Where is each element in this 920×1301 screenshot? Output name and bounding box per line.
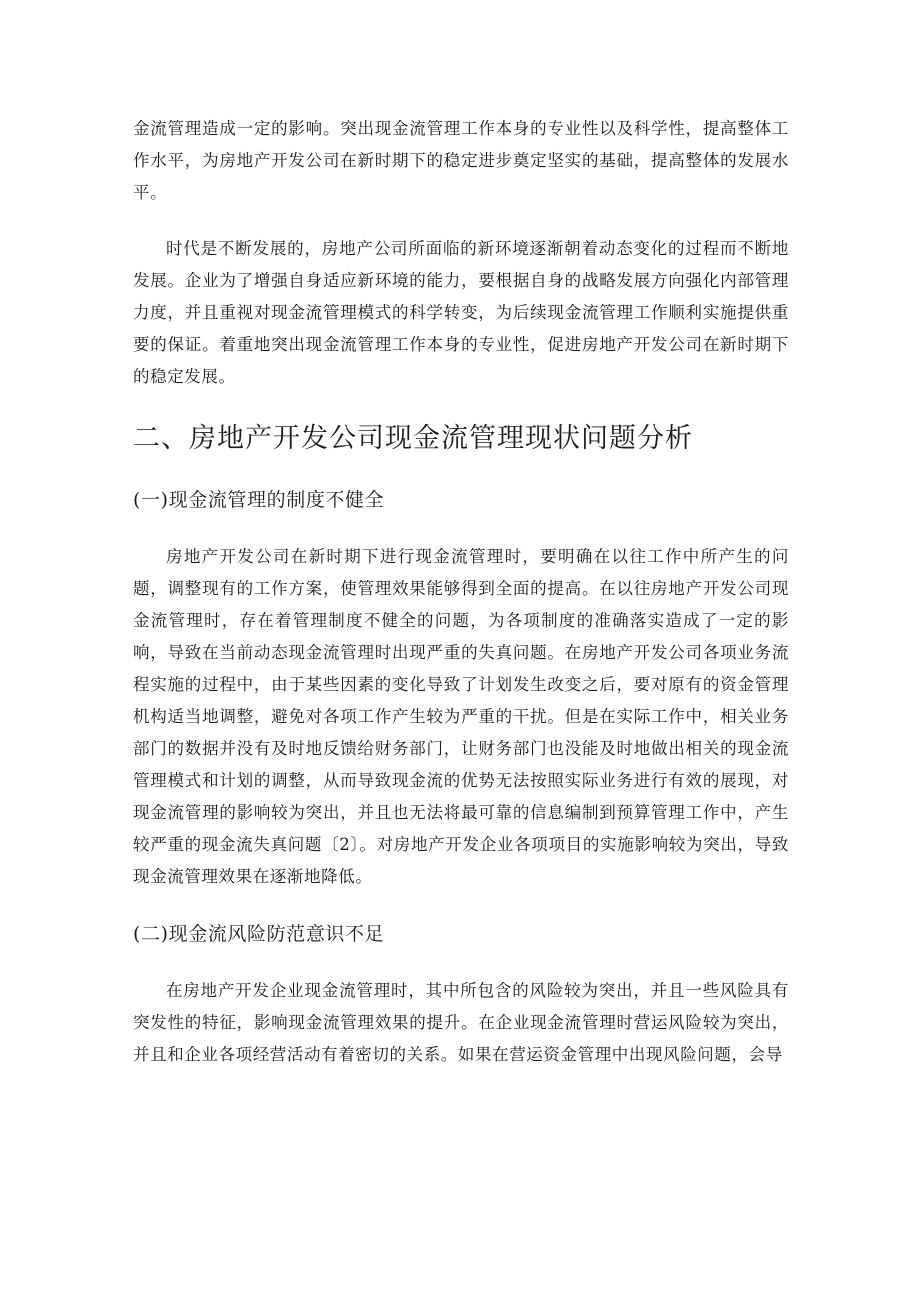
paragraph-era-development: 时代是不断发展的，房地产公司所面临的新环境逐渐朝着动态变化的过程而不断地发展。企业为了增强自身适应新环境的能力，要根据自身的战略发展方向强化内部管理力度，并且重视对现金流管理模式的科学转变，为后续现金流管理工作顺利实施提供重要的保证。着重地突出现金流管理工作本身的专业性，促进房地产开发公司在新时期下的稳定发展。 (133, 239, 789, 386)
subsection-heading-2: (二)现金流风险防范意识不足 (133, 923, 385, 945)
paragraph-risk-awareness: 在房地产开发企业现金流管理时，其中所包含的风险较为突出，并且一些风险具有突发性的特征，影响现金流管理效果的提升。在企业现金流管理时营运风险较为突出，并且和企业各项经营活动有着密切的关系。如果在营运资金管理中出现风险问题，会导 (133, 981, 789, 1064)
subsection-heading-1: (一)现金流管理的制度不健全 (133, 489, 385, 511)
paragraph-system-issues: 房地产开发公司在新时期下进行现金流管理时，要明确在以往工作中所产生的问题，调整现有的工作方案，使管理效果能够得到全面的提高。在以往房地产开发公司现金流管理时，存在着管理制度不健全的问题，为各项制度的准确落实造成了一定的影响，导致在当前动态现金流管理时出现严重的失真问题。在房地产开发公司各项业务流程实施的过程中，由于某些因素的变化导致了计划发生改变之后，要对原有的资金管理机构适当地调整，避免对各项工作产生较为严重的干扰。但是在实际工作中，相关业务部门的数据并没有及时地反馈给财务部门，让财务部门也没能及时地做出相关的现金流管理模式和计划的调整，从而导致现金流的优势无法按照实际业务进行有效的展现，对现金流管理的影响较为突出，并且也无法将最可靠的信息编制到预算管理工作中，产生较严重的现金流失真问题〔2〕。对房地产开发企业各项项目的实施影响较为突出，导致现金流管理效果在逐渐地降低。 (133, 547, 789, 886)
paragraph-continuation: 金流管理造成一定的影响。突出现金流管理工作本身的专业性以及科学性，提高整体工作水平，为房地产开发公司在新时期下的稳定进步奠定坚实的基础，提高整体的发展水平。 (133, 119, 789, 202)
section-heading: 二、房地产开发公司现金流管理现状问题分析 (133, 423, 693, 454)
page-content (133, 113, 789, 1071)
